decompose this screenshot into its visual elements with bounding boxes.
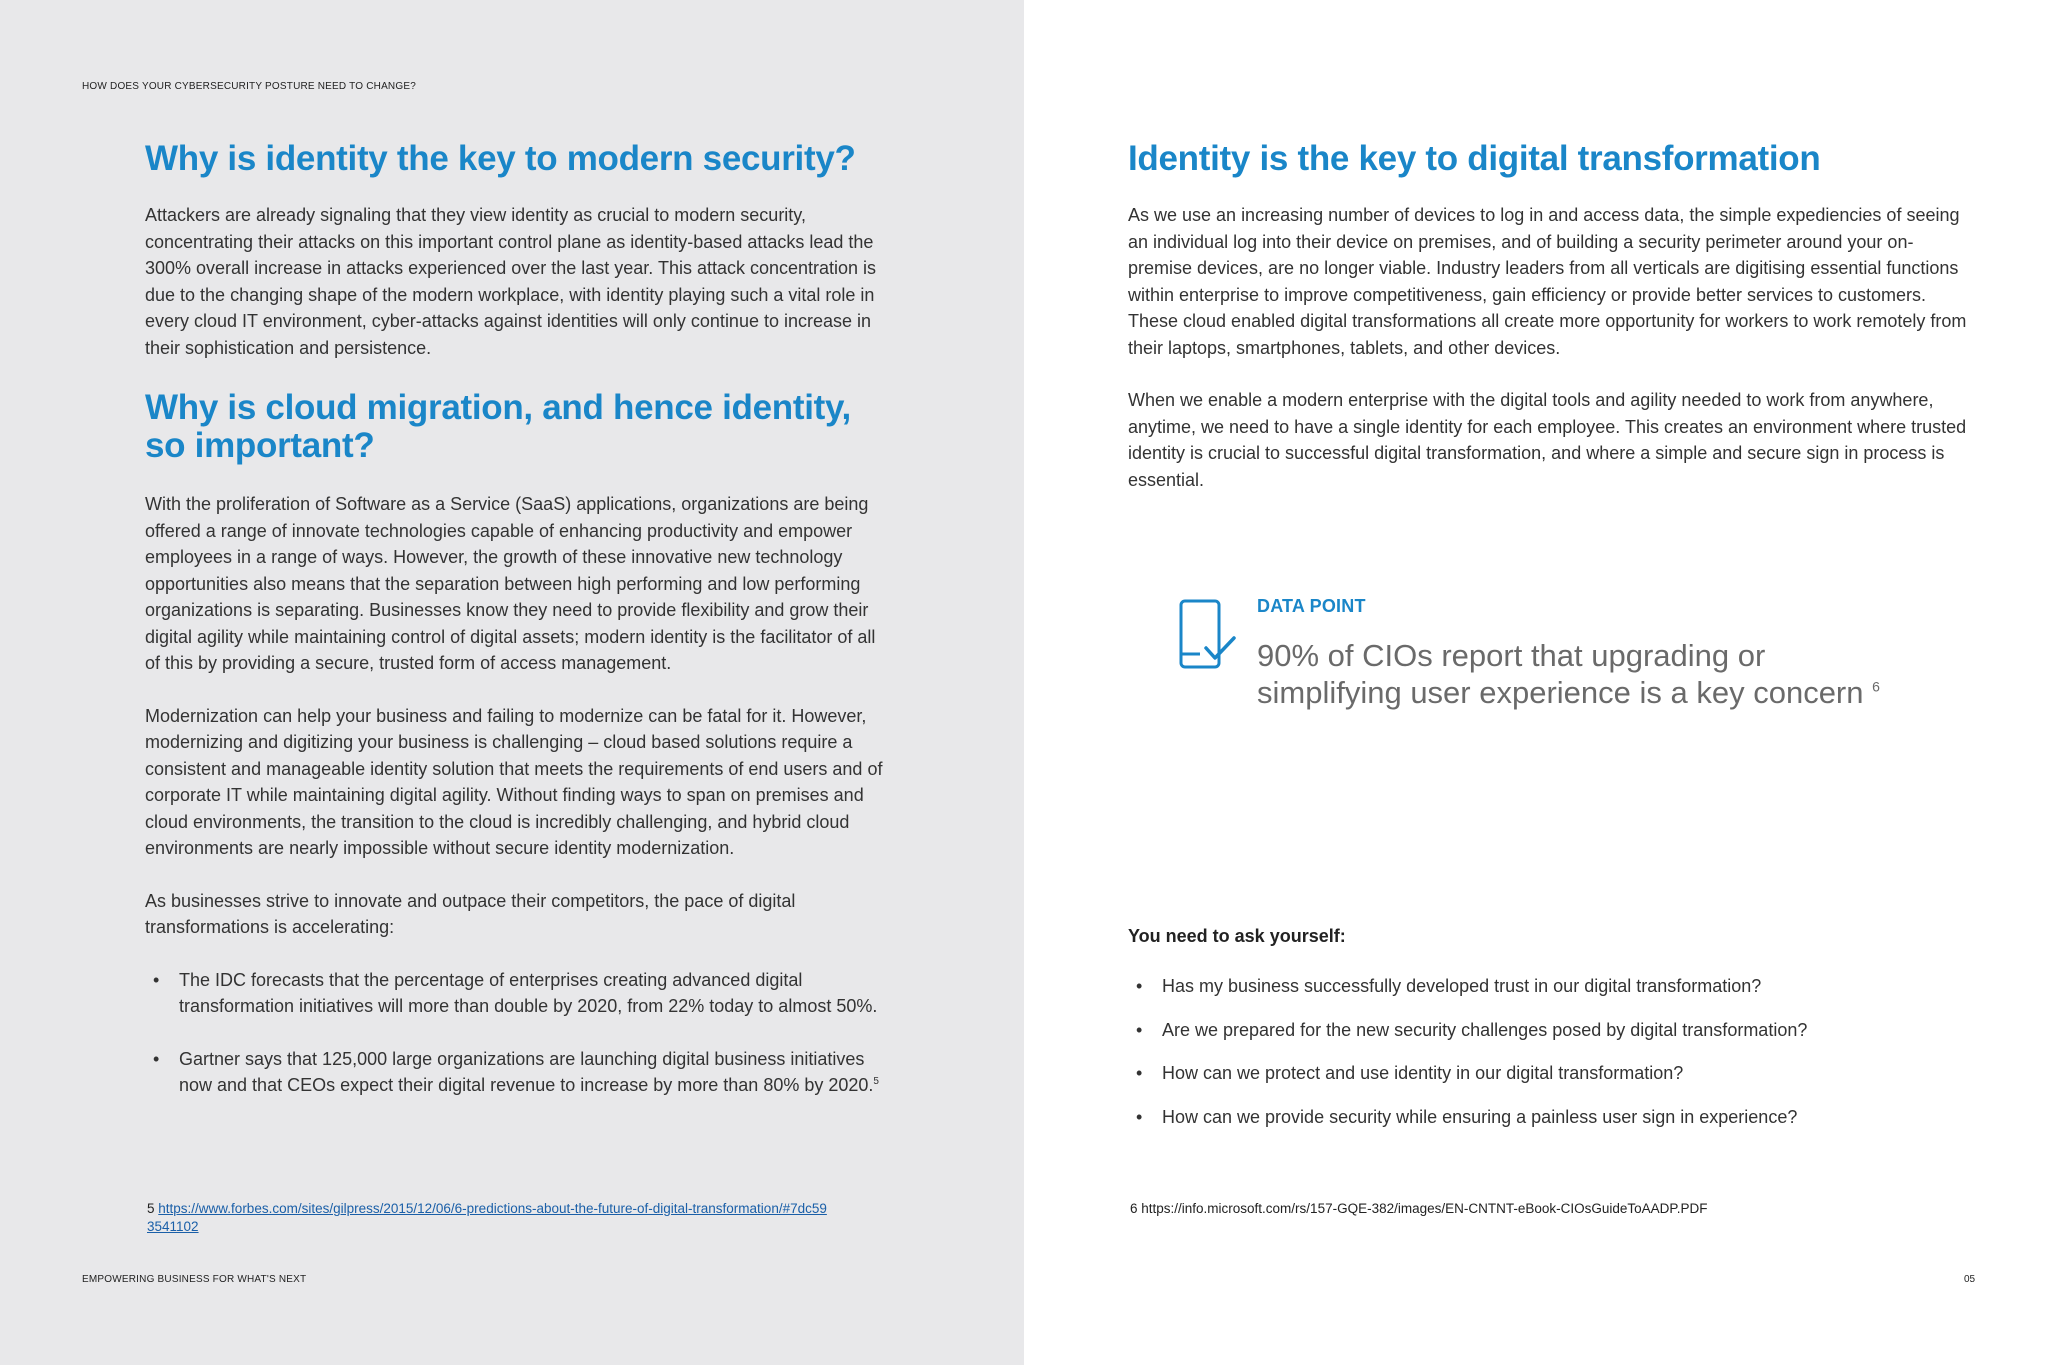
questions-list: [1128, 973, 1968, 1130]
bullet-dot: •: [1136, 1063, 1143, 1083]
paragraph-saas: With the proliferation of Software as a Service (SaaS) applications, organizations are being offered a range of innovate technologies capable of enhancing productivity and empower employees in a range of ways. However, the growth of these innovative new technology opportunities also means that the separation between high performing and low performing organizations is separating. Businesses know they need to provide flexibility and grow their digital agility while maintaining control of digital assets; modern identity is the facilitator of all of this by providing a secure, trusted form of access management.: [145, 494, 876, 673]
paragraph-businesses-strive: As businesses strive to innovate and outpace their competitors, the pace of digital transformations is accelerating:: [145, 890, 796, 937]
footnote-number: 5: [147, 1201, 155, 1216]
paragraph-attackers: Attackers are already signaling that they view identity as crucial to modern security, concentrating their attacks on this important control plane as identity-based attacks lead the 300% overall increase in attacks experienced over the last year. This attack concentration is due to the changing shape of the modern workplace, with identity playing such a vital role in every cloud IT environment, cyber-attacks against identities will only continue to increase in their sophistication and persistence.: [145, 205, 877, 358]
bullet-dot: •: [153, 969, 160, 990]
heading-identity-modern-security: Why is identity the key to modern security?: [145, 139, 856, 178]
list-item: [1128, 1060, 1968, 1087]
bullet-dot: •: [1136, 1019, 1143, 1040]
heading-cloud-migration: Why is cloud migration, and hence identity, so important?: [145, 388, 851, 465]
left-column: [145, 140, 885, 1099]
list-item: [1128, 1017, 1968, 1044]
ask-yourself-title: You need to ask yourself:: [1128, 926, 1346, 946]
list-item: [145, 967, 885, 1020]
data-point-callout: [1257, 596, 1897, 711]
question-text: Are we prepared for the new security challenges posed by digital transformation?: [1162, 1019, 1808, 1040]
bullet-dot: •: [1136, 1106, 1143, 1127]
paragraph-devices: As we use an increasing number of devices to log in and access data, the simple expediencies of seeing an individual log into their device on premises, and of building a security perimeter around your on-premise devices, are no longer viable. Industry leaders from all verticals are digitising essential functions within enterprise to improve competitiveness, gain efficiency or provide better services to customers. These cloud enabled digital transformations all create more opportunity for workers to work remotely from their laptops, smartphones, tablets, and other devices.: [1128, 205, 1967, 358]
footnote-ref-6: 6: [1872, 678, 1880, 695]
list-item: [1128, 1104, 1968, 1131]
list-item: [145, 1046, 885, 1099]
question-text: How can we protect and use identity in our digital transformation?: [1162, 1063, 1684, 1083]
footnote-5: [147, 1200, 827, 1236]
data-point-text: [1257, 637, 1897, 711]
right-column: [1128, 140, 1968, 493]
footnote-6: 6 https://info.microsoft.com/rs/157-GQE-382/images/EN-CNTNT-eBook-CIOsGuideToAADP.PDF: [1130, 1201, 1708, 1216]
bullet-dot: •: [153, 1048, 160, 1069]
ask-yourself-section: [1128, 926, 1968, 1130]
question-text: How can we provide security while ensuring a painless user sign in experience?: [1162, 1106, 1798, 1127]
paragraph-modernization: Modernization can help your business and failing to modernize can be fatal for it. However, modernizing and digitizing your business is challenging – cloud based solutions require a consistent and manageable identity solution that meets the requirements of end users and of corporate IT while maintaining digital agility. Without finding ways to span on premises and cloud environments, the transition to the cloud is incredibly challenging, and hybrid cloud environments are nearly impossible without secure identity modernization.: [145, 705, 883, 858]
footnote-link-forbes[interactable]: https://www.forbes.com/sites/gilpress/2015/12/06/6-predictions-about-the-future-of-digital-transformation/#7dc593541102: [147, 1201, 827, 1234]
data-point-label: DATA POINT: [1257, 596, 1366, 616]
right-page: [1024, 0, 2048, 1365]
heading-digital-transformation: Identity is the key to digital transformation: [1128, 139, 1821, 178]
bullet-dot: •: [1136, 976, 1143, 996]
bullet-list: [145, 967, 885, 1099]
bullet-text-idc: The IDC forecasts that the percentage of enterprises creating advanced digital transformation initiatives will more than double by 2020, from 22% today to almost 50%.: [179, 969, 878, 1016]
list-item: [1128, 973, 1968, 1000]
running-footer: EMPOWERING BUSINESS FOR WHAT'S NEXT: [82, 1274, 307, 1285]
running-header: HOW DOES YOUR CYBERSECURITY POSTURE NEED TO CHANGE?: [82, 81, 416, 92]
footnote-ref-5: 5: [873, 1076, 879, 1087]
question-text: Has my business successfully developed trust in our digital transformation?: [1162, 976, 1762, 996]
data-point-statistic: 90% of CIOs report that upgrading or simplifying user experience is a key concern: [1257, 638, 1864, 710]
paragraph-modern-enterprise: When we enable a modern enterprise with the digital tools and agility needed to work from anywhere, anytime, we need to have a single identity for each employee. This creates an environment where trusted identity is crucial to successful digital transformation, and where a simple and secure sign in process is essential.: [1128, 390, 1967, 490]
page-number: 05: [1964, 1274, 1976, 1285]
phone-check-icon: [1178, 598, 1238, 672]
bullet-text-gartner: Gartner says that 125,000 large organizations are launching digital business initiatives now and that CEOs expect their digital revenue to increase by more than 80% by 2020.: [179, 1048, 874, 1095]
